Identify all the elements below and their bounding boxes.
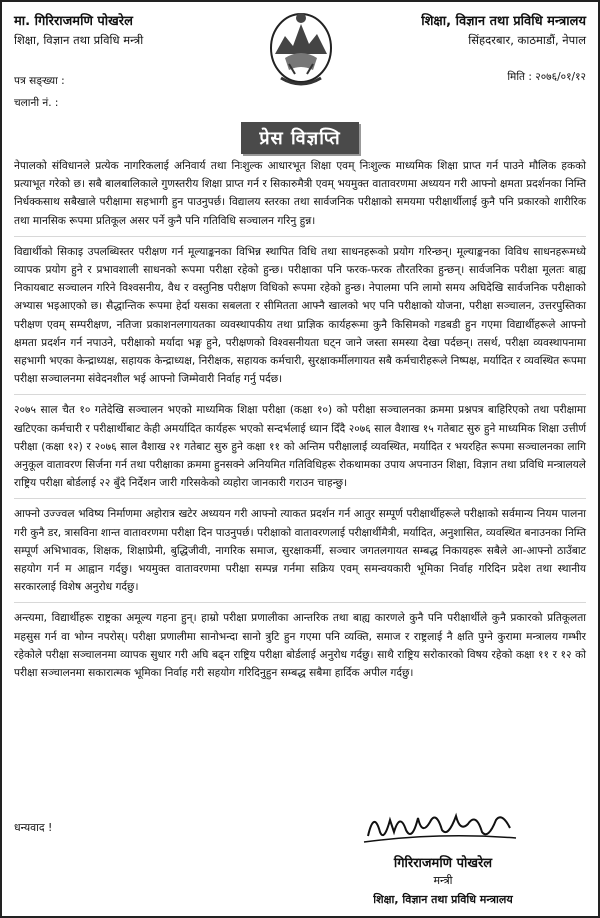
- signatory-role: मन्त्री: [433, 874, 453, 887]
- signatory-name: गिरिराजमणि पोखरेल: [393, 856, 493, 871]
- title-wrapper: [2, 122, 598, 154]
- paragraph-3: २०७५ साल चैत १० गतेदेखि सञ्चालन भएको माध्यमिक शिक्षा परीक्षा (कक्षा १०) को परीक्षा सञ्चालनका क्रममा प्रश्नपत्र बाहिरिएको तथा परीक्षामा खटिएका कर्मचारी र परीक्षार्थीबाट केही अमर्यादित कार्यहरू भएको सन्दर्भलाई ध्यान दिँदै २०७६ साल वैशाख १५ गतेबाट सुरु हुने माध्यमिक शिक्षा उत्तीर्ण परीक्षा (कक्षा १२) र २०७६ साल वैशाख २१ गतेबाट सुरु हुने कक्षा ११ को अन्तिम परीक्षालाई व्यवस्थित, मर्यादित र भयरहित रूपमा सञ्चालनका लागि अनुकूल वातावरण सिर्जना गर्न तथा परीक्षाका क्रममा हुनसक्ने अनियमित गतिविधिहरू रोकथामका उपाय अपनाउन शिक्षा, विज्ञान तथा प्रविधि मन्त्रालयले राष्ट्रिय परीक्षा बोर्डलाई २२ बुँदे निर्देशन जारी गरिसकेको व्यहोरा जानकारी गराउन चाहन्छु।: [14, 401, 586, 499]
- signatory-ministry: शिक्षा, विज्ञान तथा प्रविधि मन्त्रालय: [373, 893, 513, 906]
- letter-number-label: पत्र सङ्ख्या :: [14, 75, 65, 87]
- ministry-address: सिंहदरबार, काठमाडौं, नेपाल: [468, 33, 586, 47]
- header-right: [346, 12, 586, 49]
- header-left: [14, 12, 254, 49]
- dispatch-number-label: चलानी नं. :: [14, 97, 59, 109]
- press-release-title: प्रेस विज्ञप्ति: [241, 122, 358, 154]
- ministry-name-heading: शिक्षा, विज्ञान तथा प्रविधि मन्त्रालय: [421, 14, 586, 29]
- paragraph-5: अन्त्यमा, विद्यार्थीहरू राष्ट्रका अमूल्य गहना हुन्। हाम्रो परीक्षा प्रणालीका आन्तरिक तथा बाह्य कारणले कुनै पनि परीक्षार्थीले कुनै प्रकारको प्रतिकूलता महसुस गर्न वा भोग्न नपरोस्। परीक्षा प्रणालीमा सानोभन्दा सानो त्रुटि हुन गएमा पनि व्यक्ति, समाज र राष्ट्रलाई नै क्षति पुग्ने कुरामा मन्त्रालय गम्भीर रहेकोले परीक्षा सञ्चालनमा व्यापक सुधार गरी अघि बढ्न राष्ट्रिय परीक्षा बोर्डलाई अनुरोध गर्दछु। साथै राष्ट्रिय सरोकारको विषय रहेको कक्षा ११ र १२ को परीक्षा सञ्चालनमा सकारात्मक भूमिका निर्वाह गरी सहयोग गरिदिनुहुन सम्बद्ध सबैमा हार्दिक अपील गर्दछु।: [14, 612, 586, 680]
- paragraph-1: नेपालको संविधानले प्रत्येक नागरिकलाई अनिवार्य तथा निःशुल्क आधारभूत शिक्षा एवम् निःशुल्क माध्यमिक शिक्षा प्राप्त गर्न पाउने मौलिक हकको प्रत्याभूत गरेको छ। सबै बालबालिकाले गुणस्तरीय शिक्षा प्राप्त गर्न र सिकारुमैत्री एवम् भयमुक्त वातावरणमा अध्ययन गरी आफ्नो क्षमता प्रदर्शनका निम्ति निर्धक्कसाथ सबैखाले परीक्षामा सहभागी हुन पाउनुपर्छ। विद्यालय स्तरका तथा सार्वजनिक परीक्षाको समयमा परीक्षार्थीलाई कुनै पनि प्रकारको शारीरिक तथा मानसिक रूपमा प्रतिकूल असर पर्ने कुनै पनि गतिविधि सञ्चालन गरिनु हुन्न।: [14, 157, 586, 237]
- date-label: मिति : २०७६/०१/१२: [507, 71, 586, 83]
- closing-thanks: धन्यवाद !: [14, 821, 53, 834]
- reference-block: [14, 70, 65, 114]
- body-text: [14, 157, 586, 694]
- paragraph-2: विद्यार्थीको सिकाइ उपलब्धिस्तर परीक्षण गर्न मूल्याङ्कनका विभिन्न स्थापित विधि तथा साधनहरूको प्रयोग गरिन्छन्। मूल्याङ्कनका विविध साधनहरूमध्ये व्यापक प्रयोग हुने र प्रभावशाली साधनको रूपमा परीक्षा रहेको हुन्छ। परीक्षाका पनि फरक-फरक तौरतरिका हुन्छन्। सार्वजनिक परीक्षा मूलतः बाह्य निकायबाट सञ्चालन गरिने विश्वसनीय, वैध र वस्तुनिष्ठ परीक्षण विधिको रूपमा रहेको हुन्छ। नेपालमा पनि लामो समय अघिदेखि सार्वजनिक परीक्षाको अभ्यास भइआएको छ। सैद्धान्तिक रूपमा हेर्दा यसका सबलता र सीमितता आफ्नै खालको भए पनि परीक्षाको योजना, परीक्षा सञ्चालन, उत्तरपुस्तिका परीक्षण एवम् सम्परीक्षण, नतिजा प्रकाशनलगायतका व्यवस्थापकीय तथा प्राज्ञिक कार्यहरूमा कुनै किसिमको गडबडी हुन गएमा विद्यार्थीहरूले आफ्नो क्षमता प्रदर्शन गर्न नपाउने, परीक्षाको मर्यादा भङ्ग हुने, परीक्षणको विश्वसनीयता घट्न जाने जस्ता समस्या देखा पर्दछन्। तसर्थ, परीक्षा व्यवस्थापनामा सहभागी भएका केन्द्राध्यक्ष, सहायक केन्द्राध्यक्ष, निरीक्षक, सहायक कर्मचारी, सुरक्षाकर्मीलगायत सबै कर्मचारीहरूले निष्पक्ष, मर्यादित र व्यवस्थित रूपमा परीक्षा सञ्चालनमा संवेदनशील भई आफ्नो जिम्मेवारी निर्वाह गर्नु पर्दछ।: [14, 243, 586, 396]
- handwritten-signature-icon: [360, 802, 520, 848]
- nepal-emblem-icon: [265, 8, 337, 92]
- paragraph-4: आफ्नो उज्ज्वल भविष्य निर्माणमा अहोरात्र खटेर अध्ययन गरी आफ्नो त्याकत प्रदर्शन गर्न आतुर सम्पूर्ण परीक्षार्थीहरूले परीक्षाको सर्वमान्य नियम पालना गरी कुनै डर, त्रासविना शान्त वातावरणमा परीक्षा दिन पाउनुपर्छ। परीक्षाको वातावरणलाई परीक्षार्थीमैत्री, मर्यादित, अनुशासित, व्यवस्थित बनाउनका निम्ति सम्पूर्ण अभिभावक, शिक्षक, शिक्षाप्रेमी, बुद्धिजीवी, नागरिक समाज, सुरक्षाकर्मी, सञ्चार जगतलगायत सम्बद्ध निकायहरू सबैले आ-आफ्नो ठाउँबाट सहयोग गर्न म आह्वान गर्दछु। भयमुक्त वातावरणमा परीक्षा सम्पन्न गर्नमा सक्रिय एवम् समन्वयकारी भूमिका निर्वाह गरिदिन प्रदेश तथा स्थानीय सरकारलाई विशेष अनुरोध गर्दछु।: [14, 505, 586, 603]
- minister-name-heading: मा. गिरिराजमणि पोखरेल: [14, 14, 133, 29]
- minister-title-heading: शिक्षा, विज्ञान तथा प्रविधि मन्त्री: [14, 33, 144, 47]
